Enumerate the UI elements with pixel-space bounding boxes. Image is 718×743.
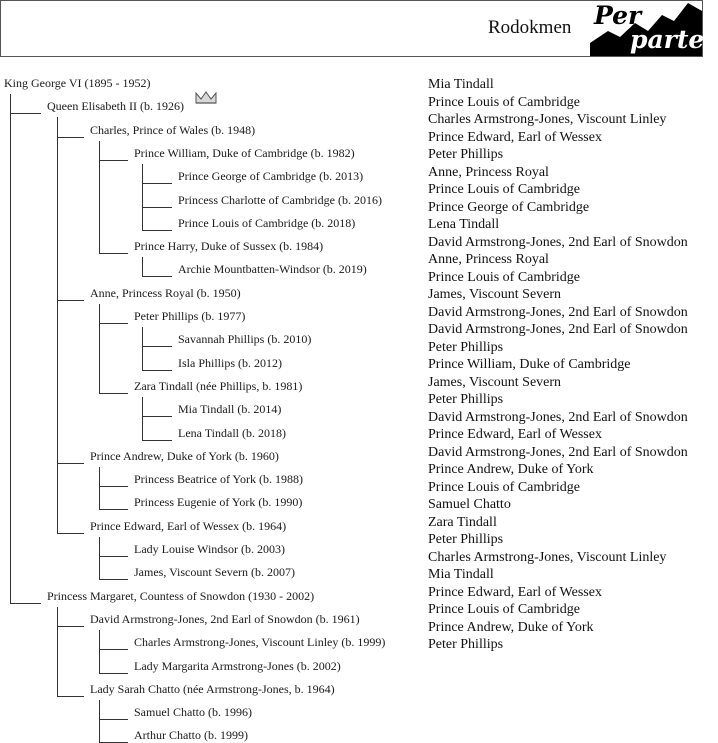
- list-item: Peter Phillips: [428, 532, 504, 547]
- tree-connector-h: [142, 346, 172, 347]
- list-item: Prince Louis of Cambridge: [428, 479, 581, 495]
- tree-node: Peter Phillips (b. 1977): [134, 309, 246, 323]
- list-item: Prince William, Duke of Cambridge: [428, 357, 631, 372]
- tree-root: King George VI (1895 - 1952): [4, 76, 151, 90]
- tree-node: Lena Tindall (b. 2018): [178, 425, 286, 440]
- tree-node: James, Viscount Severn (b. 2007): [134, 565, 296, 580]
- tree-connector-h: [10, 603, 41, 604]
- list-item: David Armstrong-Jones, 2nd Earl of Snowdon: [428, 409, 688, 425]
- list-item: David Armstrong-Jones, 2nd Earl of Snowdon: [428, 304, 688, 320]
- tree-connector-v: [99, 630, 100, 674]
- tree-connector-h: [99, 160, 128, 161]
- page-title: Rodokmen: [488, 17, 572, 38]
- tree-node: Savannah Phillips (b. 2010): [178, 332, 312, 347]
- list-item: Prince Louis of Cambridge: [428, 94, 581, 110]
- tree-connector-h: [99, 673, 128, 674]
- tree-connector-h: [57, 533, 84, 534]
- tree-node: Lady Margarita Armstrong-Jones (b. 2002): [134, 658, 341, 673]
- tree-connector-h: [142, 276, 172, 277]
- tree-node: Prince Edward, Earl of Wessex (b. 1964): [90, 518, 287, 533]
- list-item: Prince Louis of Cambridge: [428, 602, 581, 617]
- tree-connector-v: [57, 607, 58, 697]
- list-item: Zara Tindall: [428, 514, 497, 530]
- tree-connector-h: [99, 719, 128, 720]
- list-item: Charles Armstrong-Jones, Viscount Linley: [428, 112, 667, 127]
- tree-node: Samuel Chatto (b. 1996): [134, 705, 252, 720]
- tree-node: Prince Andrew, Duke of York (b. 1960): [90, 448, 279, 463]
- crown-icon: [195, 91, 217, 105]
- tree-node: Lady Sarah Chatto (née Armstrong-Jones, b. 1964): [90, 681, 335, 696]
- tree-node: Princess Beatrice of York (b. 1988): [134, 472, 303, 487]
- list-item: Peter Phillips: [428, 147, 504, 162]
- tree-connector-h: [142, 370, 172, 371]
- tree-connector-h: [57, 463, 84, 464]
- tree-connector-h: [57, 696, 84, 697]
- tree-connector-h: [99, 486, 128, 487]
- tree-connector-h: [99, 509, 128, 510]
- tree-node: Charles Armstrong-Jones, Viscount Linley (b. 1999): [134, 635, 386, 650]
- tree-connector-v: [99, 304, 100, 394]
- list-item: Charles Armstrong-Jones, Viscount Linley: [428, 549, 667, 565]
- list-item: Prince Edward, Earl of Wessex: [428, 129, 602, 145]
- per-partes-logo: [590, 1, 718, 56]
- list-item: Prince Andrew, Duke of York: [428, 619, 594, 635]
- tree-connector-v: [99, 537, 100, 581]
- list-item: Prince Louis of Cambridge: [428, 182, 581, 197]
- logo-text-per: Per: [594, 1, 642, 30]
- tree-node: Lady Louise Windsor (b. 2003): [134, 542, 285, 556]
- list-item: Peter Phillips: [428, 339, 504, 355]
- tree-node: Prince Harry, Duke of Sussex (b. 1984): [134, 239, 324, 254]
- list-item: Prince Edward, Earl of Wessex: [428, 427, 602, 442]
- tree-connector-h: [57, 300, 84, 301]
- tree-connector-h: [142, 207, 172, 208]
- tree-connector-h: [99, 556, 128, 557]
- tree-node: Charles, Prince of Wales (b. 1948): [90, 122, 256, 137]
- tree-node: Princess Margaret, Countess of Snowdon (1930 - 2002): [47, 588, 315, 603]
- tree-connector-h: [99, 323, 128, 324]
- tree-connector-v: [99, 700, 100, 743]
- list-item: Prince George of Cambridge: [428, 199, 590, 215]
- tree-connector-v: [10, 94, 11, 604]
- tree-node: Prince George of Cambridge (b. 2013): [178, 169, 364, 184]
- tree-node: Archie Mountbatten-Windsor (b. 2019): [178, 262, 367, 277]
- list-item: Anne, Princess Royal: [428, 252, 549, 267]
- tree-node: Zara Tindall (née Phillips, b. 1981): [134, 378, 303, 393]
- tree-node: Isla Phillips (b. 2012): [178, 355, 282, 370]
- tree-connector-h: [99, 579, 128, 580]
- tree-connector-h: [99, 393, 128, 394]
- list-item: Prince Louis of Cambridge: [428, 269, 581, 285]
- tree-node: Princess Charlotte of Cambridge (b. 2016): [178, 192, 382, 207]
- tree-connector-h: [57, 137, 84, 138]
- tree-connector-h: [99, 253, 128, 254]
- tree-node: Queen Elisabeth II (b. 1926): [47, 99, 184, 114]
- tree-connector-v: [142, 397, 143, 441]
- tree-connector-v: [57, 117, 58, 533]
- tree-connector-v: [99, 141, 100, 255]
- tree-connector-h: [142, 416, 172, 417]
- tree-connector-h: [142, 440, 172, 441]
- list-item: Mia Tindall: [428, 77, 494, 92]
- tree-node: Princess Eugenie of York (b. 1990): [134, 495, 303, 510]
- header-bar: [0, 0, 718, 57]
- tree-connector-h: [99, 649, 128, 650]
- tree-connector-h: [10, 113, 41, 114]
- list-item: David Armstrong-Jones, 2nd Earl of Snowdon: [428, 322, 688, 337]
- list-item: David Armstrong-Jones, 2nd Earl of Snowdon: [428, 234, 688, 250]
- list-item: Peter Phillips: [428, 637, 504, 652]
- list-item: David Armstrong-Jones, 2nd Earl of Snowdon: [428, 444, 688, 460]
- tree-node: Prince Louis of Cambridge (b. 2018): [178, 215, 356, 230]
- tree-node: Prince William, Duke of Cambridge (b. 1982): [134, 145, 355, 160]
- tree-node: Mia Tindall (b. 2014): [178, 402, 282, 417]
- tree-node: Anne, Princess Royal (b. 1950): [90, 285, 241, 300]
- tree-node: David Armstrong-Jones, 2nd Earl of Snowdon (b. 1961): [90, 611, 360, 626]
- tree-connector-h: [57, 626, 84, 627]
- list-item: Anne, Princess Royal: [428, 164, 549, 180]
- tree-connector-h: [142, 183, 172, 184]
- logo-text-partes: partes: [630, 25, 718, 54]
- tree-connector-v: [142, 257, 143, 277]
- tree-connector-h: [142, 230, 172, 231]
- tree-connector-v: [99, 467, 100, 511]
- list-item: Prince Edward, Earl of Wessex: [428, 584, 602, 600]
- list-item: Mia Tindall: [428, 567, 494, 582]
- list-item: James, Viscount Severn: [428, 287, 562, 302]
- list-item: Lena Tindall: [428, 217, 500, 232]
- tree-node: Arthur Chatto (b. 1999): [134, 728, 248, 743]
- name-list: [428, 76, 688, 654]
- list-item: Peter Phillips: [428, 392, 504, 407]
- tree-connector-v: [142, 164, 143, 231]
- list-item: Samuel Chatto: [428, 497, 511, 512]
- list-item: Prince Andrew, Duke of York: [428, 462, 594, 477]
- tree-connector-v: [142, 327, 143, 371]
- list-item: James, Viscount Severn: [428, 374, 562, 390]
